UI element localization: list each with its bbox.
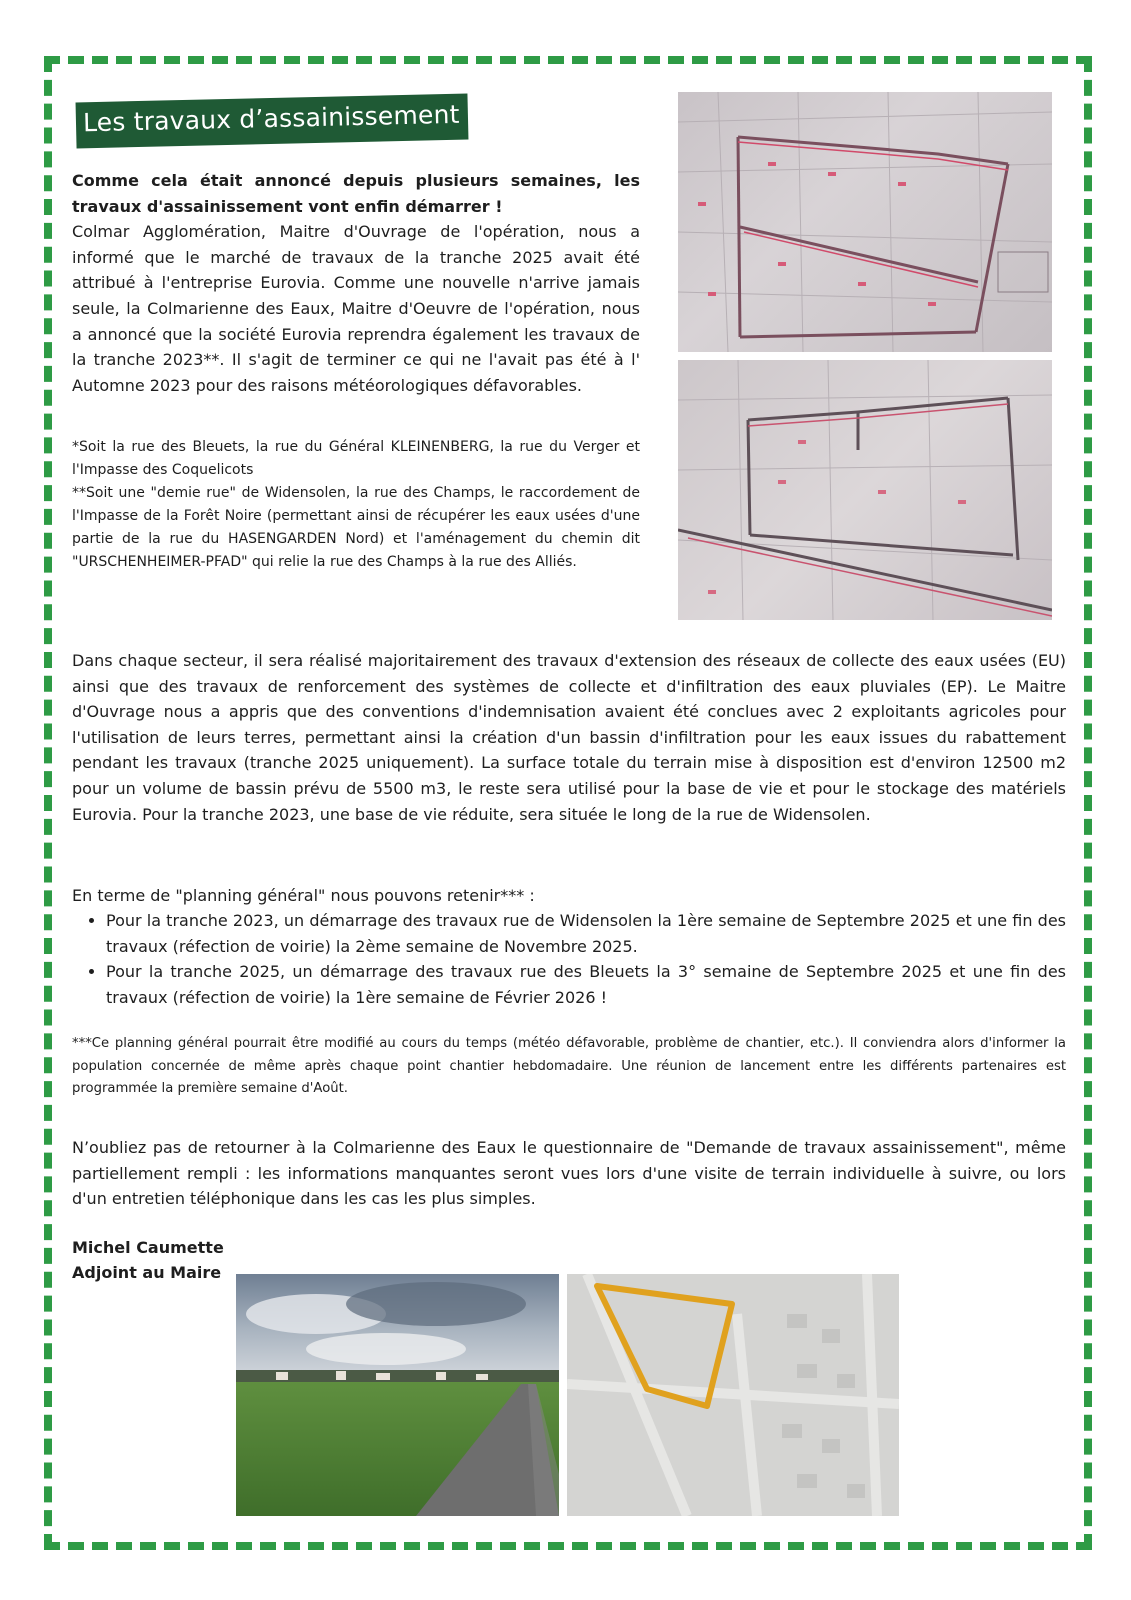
intro-body: Colmar Agglomération, Maitre d'Ouvrage de l'opération, nous a informé que le marché de travaux de la tranche 2025 avait été attribué à l'entreprise Eurovia. Comme une nouvelle n'arrive jamais seule, la Colmarienne des Eaux, Maitre d'Oeuvre de l'opération, nous a annoncé que la société Eurovia reprendra également les travaux de la tranche 2023**. Il s'agit de terminer ce qui ne l'avait pas été à l' Automne 2023 pour des raisons météorologiques défavorables.	[72, 222, 640, 395]
field-road-photo	[236, 1274, 559, 1516]
network-plan-image-1	[678, 92, 1052, 352]
signature-role: Adjoint au Maire	[72, 1263, 222, 1282]
planning-item-2025: • Pour la tranche 2025, un démarrage des travaux rue des Bleuets la 3° semaine de Septembre 2025 et une fin des travaux (réfection de voirie) la 1ère semaine de Février 2026 !	[106, 959, 1066, 1010]
signature-name: Michel Caumette	[72, 1238, 224, 1257]
network-plan-drawing-2	[678, 360, 1052, 620]
intro-lead: Comme cela était annoncé depuis plusieurs semaines, les travaux d'assainissement vont enfin démarrer !	[72, 171, 640, 216]
sectors-paragraph: Dans chaque secteur, il sera réalisé majoritairement des travaux d'extension des réseaux de collecte des eaux usées (EU) ainsi que des travaux de renforcement des systèmes de collecte et d'infiltration des eaux pluviales (EP). Le Maitre d'Ouvrage nous a appris que des conventions d'indemnisation avaient été conclues avec 2 exploitants agricoles pour l'utilisation de leurs terres, permettant ainsi la création d'un bassin d'infiltration pour les eaux issues du rabattement pendant les travaux (tranche 2025 uniquement). La surface totale du terrain mise à disposition est d'environ 12500 m2 pour un volume de bassin prévu de 5500 m3, le reste sera utilisé pour la base de vie et pour le stockage des matériels Eurovia. Pour la tranche 2023, une base de vie réduite, sera située le long de la rue de Widensolen.	[72, 651, 1066, 824]
field-road-drawing	[236, 1274, 559, 1516]
footnote-tranche-2023: **Soit une "demie rue" de Widensolen, la rue des Champs, le raccordement de l'Impasse de la Forêt Noire (permettant ainsi de récupérer les eaux usées d'une partie de la rue du HASENGARDEN Nord) et l'aménagement du chemin dit "URSCHENHEIMER-PFAD" qui relie la rue des Champs à la rue des Alliés.	[72, 485, 640, 570]
network-plan-drawing-1	[678, 92, 1052, 352]
footnote-tranche-2025: *Soit la rue des Bleuets, la rue du Général KLEINENBERG, la rue du Verger et l'Impasse des Coquelicots	[72, 439, 640, 478]
planning-intro: En terme de "planning général" nous pouvons retenir*** :	[72, 886, 535, 905]
page-title: Les travaux d’assainissement	[82, 99, 460, 138]
planning-list	[76, 908, 1066, 1010]
planning-item-2023: • Pour la tranche 2023, un démarrage des travaux rue de Widensolen la 1ère semaine de Septembre 2025 et une fin des travaux (réfection de voirie) la 2ème semaine de Novembre 2025.	[106, 908, 1066, 959]
network-plan-image-2	[678, 360, 1052, 620]
reminder-paragraph: N’oubliez pas de retourner à la Colmarienne des Eaux le questionnaire de "Demande de travaux assainissement", même partiellement rempli : les informations manquantes seront vues lors d'une visite de terrain individuelle à suivre, ou lors d'un entretien téléphonique dans les cas les plus simples.	[72, 1138, 1066, 1209]
basin-map-drawing	[567, 1274, 899, 1516]
planning-note: ***Ce planning général pourrait être modifié au cours du temps (météo défavorable, problème de chantier, etc.). Il conviendra alors d'informer la population concernée de même après chaque point chantier hebdomadaire. Une réunion de lancement entre les différents partenaires est programmée la première semaine d'Août.	[72, 1036, 1066, 1096]
intro-paragraph	[72, 168, 640, 398]
basin-location-map	[567, 1274, 899, 1516]
